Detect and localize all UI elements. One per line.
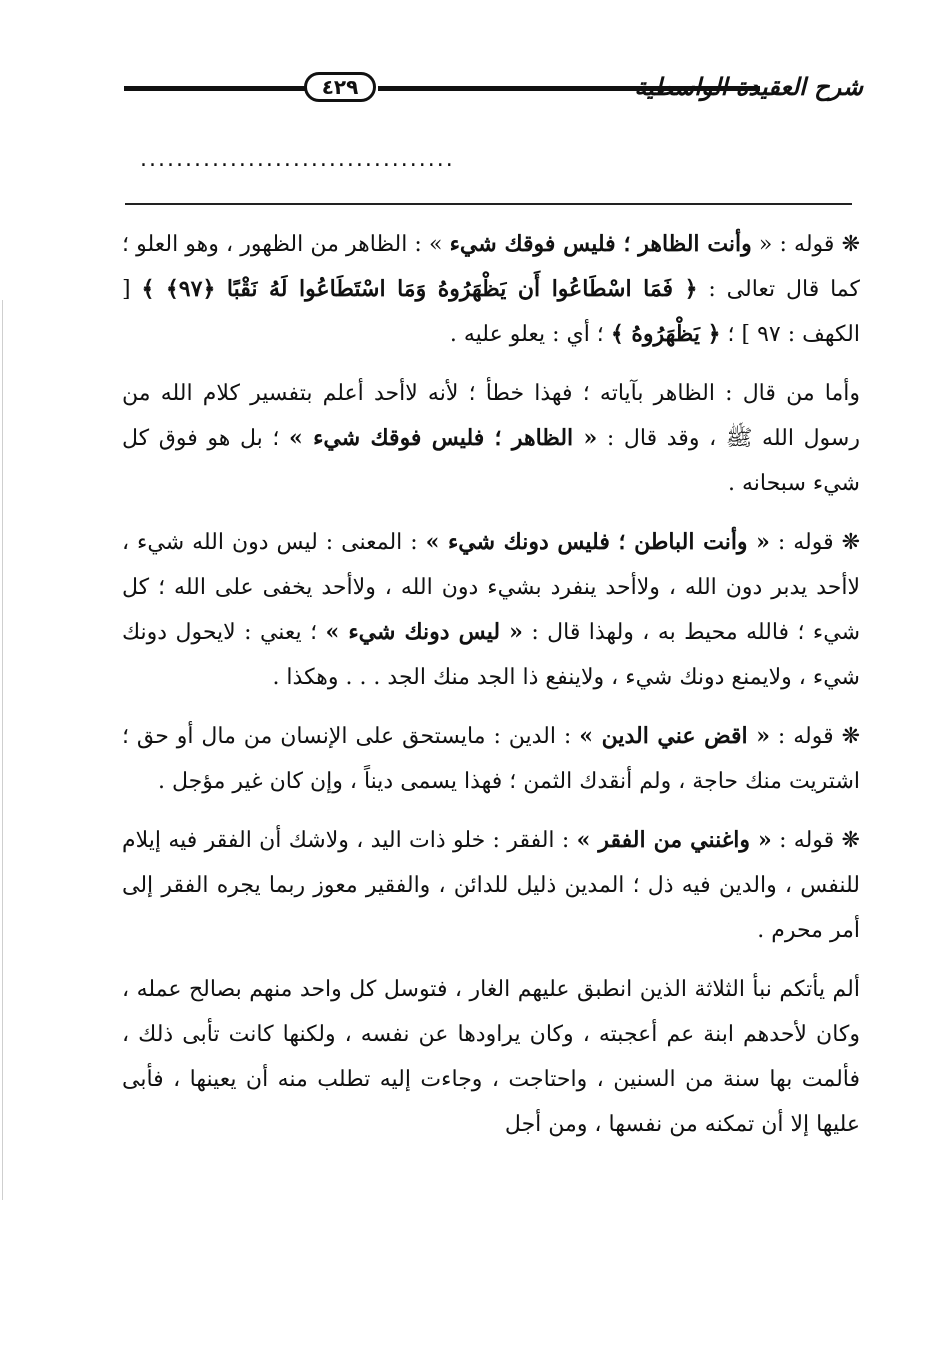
hadith-quote: « الظاهر ؛ فليس فوقك شيء »	[289, 425, 598, 451]
book-title: شرح العقيدة الواسطية	[634, 72, 863, 101]
hadith-quote: « واغنني من الفقر »	[576, 827, 772, 853]
header-separator	[125, 203, 852, 205]
paragraph-1	[122, 222, 860, 357]
paragraph-5	[122, 818, 860, 953]
hadith-quote-2: « ليس دونك شيء »	[325, 619, 523, 645]
paragraph-text: : الدين : مايستحق على الإنسان من مال أو حق ؛ اشتريت منك حاجة ، ولم أنقدك الثمن ؛ فهذا يسمى ديناً ، وإن كان غير مؤجل .	[122, 724, 860, 794]
paragraph-3	[122, 520, 860, 700]
paragraph-text: ؛ بل هو فوق كل شيء سبحانه .	[122, 426, 860, 496]
lead-word: قوله :	[779, 232, 835, 257]
paragraph-2	[122, 371, 860, 506]
lead-word: قوله :	[779, 828, 835, 853]
quran-verse-word: ﴿ يَظْهَرُوهُ ﴾	[610, 321, 721, 347]
page-body	[122, 222, 860, 1161]
star-bullet: ❋	[841, 530, 861, 555]
paragraph-text: : الفقر : خلو ذات اليد ، ولاشك أن الفقر فيه إيلام للنفس ، والدين فيه ذل ؛ المدين ذليل للدائن ، والفقير معوز ربما يجره الفقر إلى أمر محرم .	[122, 828, 860, 943]
quote-open: «	[758, 232, 773, 257]
paragraph-text: ؛ يعني : لايحول دونك شيء ، ولايمنع دونك شيء ، ولاينفع ذا الجد منك الجد . . . وهكذا .	[122, 620, 860, 690]
paragraph-text: وأما من قال : الظاهر بآياته ؛ فهذا خطأ ؛ لأنه لاأحد أعلم بتفسير كلام الله من رسول الله ﷺ ، وقد قال :	[122, 381, 860, 451]
paragraph-text: ألم يأتكم نبأ الثلاثة الذين انطبق عليهم الغار ، فتوسل كل واحد منهم بصالح عمله ، وكان لأحدهم ابنة عم أعجبته ، وكان يراودها عن نفسه ، ولكنها كانت تأبى ذلك ، فألمت بها سنة من السنين ، واحتاجت ، وجاءت إليه تطلب منه أن يعينها ، فأبى عليها إلا أن تمكنه من نفسها ، ومن أجل	[122, 977, 860, 1137]
hadith-quote: « وأنت الباطن ؛ فليس دونك شيء »	[425, 529, 770, 555]
ellipsis-line: ...................................	[140, 147, 455, 172]
hadith-quote: « اقض عني الدين »	[579, 723, 770, 749]
lead-word: قوله :	[777, 530, 834, 555]
page-binding-line	[2, 300, 3, 1200]
star-bullet: ❋	[841, 828, 860, 853]
paragraph-6	[122, 967, 860, 1147]
quote-close: »	[428, 232, 443, 257]
verse-reference: [ الكهف : ٩٧ ] ؛	[122, 277, 860, 347]
header-rule-left	[124, 86, 306, 91]
quran-verse: ﴿ فَمَا اسْطَاعُوا أَن يَظْهَرُوهُ وَمَا اسْتَطَاعُوا لَهُ نَقْبًا ﴿٩٧﴾ ﴾	[141, 276, 698, 302]
star-bullet: ❋	[841, 724, 860, 749]
star-bullet: ❋	[841, 232, 860, 257]
hadith-quote: وأنت الظاهر ؛ فليس فوقك شيء	[449, 231, 752, 257]
paragraph-text: : المعنى : ليس دون الله شيء ، لاأحد يدبر دون الله ، ولاأحد ينفرد بشيء دون الله ، ولاأحد يخفى على الله ؛ كل شيء ؛ فالله محيط به ، ولهذا قال :	[122, 530, 860, 645]
page-number: ٤٢٩	[304, 72, 376, 102]
paragraph-tail: ؛ أي : يعلو عليه .	[449, 322, 604, 347]
paragraph-text: : الظاهر من الظهور ، وهو العلو ؛ كما قال تعالى :	[122, 232, 860, 302]
paragraph-4	[122, 714, 860, 804]
lead-word: قوله :	[777, 724, 834, 749]
page-header	[118, 68, 863, 108]
